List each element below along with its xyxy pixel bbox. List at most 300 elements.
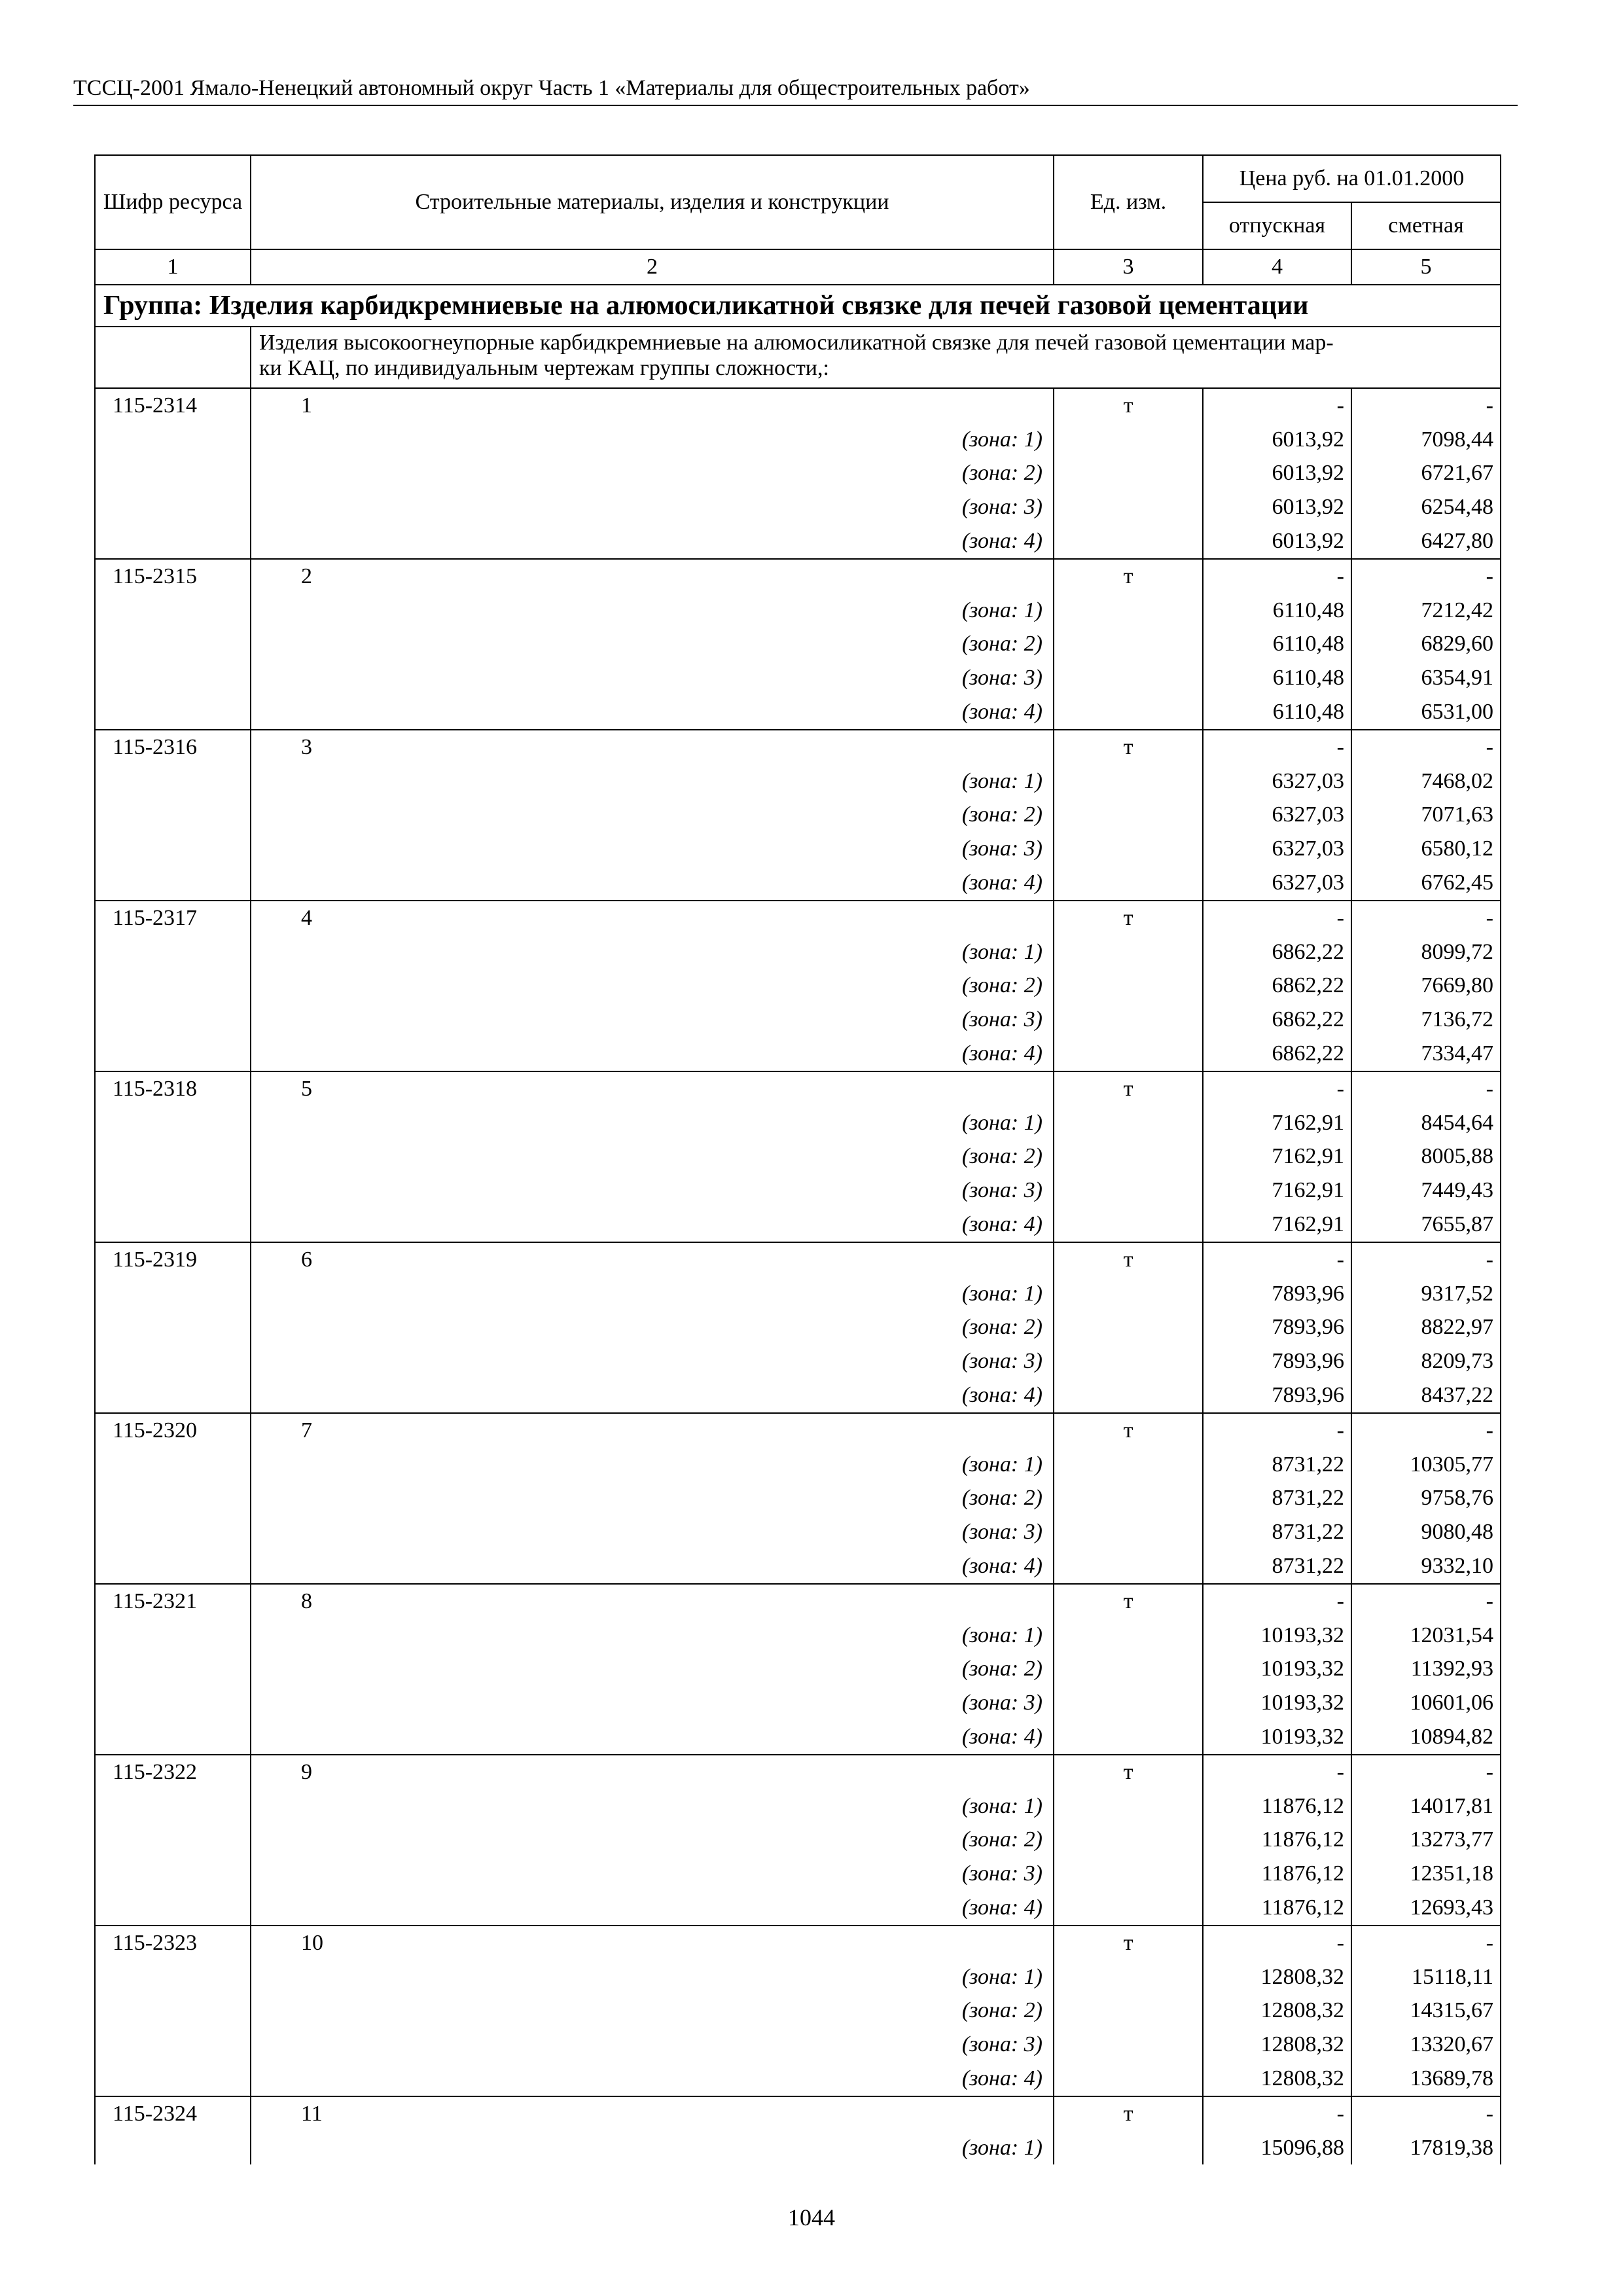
zone-estimate-price: 9080,48 (1351, 1515, 1501, 1549)
zone-estimate-price: 8822,97 (1351, 1311, 1501, 1345)
item-name: 11 (251, 2096, 1054, 2131)
empty-code-cell (95, 2131, 251, 2165)
empty-code-cell (95, 695, 251, 730)
unit: т (1054, 1413, 1203, 1448)
item-name: 6 (251, 1242, 1054, 1277)
empty-code-cell (95, 969, 251, 1003)
zone-label: (зона: 4) (251, 1037, 1054, 1071)
item-name: 9 (251, 1755, 1054, 1789)
empty-code-cell (95, 1823, 251, 1857)
empty-code-cell (95, 1891, 251, 1926)
zone-row (95, 594, 1501, 628)
zone-row (95, 1994, 1501, 2028)
resource-code: 115-2321 (95, 1584, 251, 1619)
zone-row (95, 764, 1501, 798)
zone-estimate-price: 17819,38 (1351, 2131, 1501, 2165)
item-row (95, 1926, 1501, 1960)
zone-estimate-price: 7098,44 (1351, 423, 1501, 457)
zone-row (95, 1448, 1501, 1482)
zone-label: (зона: 2) (251, 1652, 1054, 1686)
zone-row (95, 1549, 1501, 1584)
empty-code-cell (95, 1378, 251, 1413)
empty-unit-cell (1054, 1515, 1203, 1549)
zone-release-price: 8731,22 (1203, 1515, 1351, 1549)
zone-estimate-price: 10305,77 (1351, 1448, 1501, 1482)
zone-release-price: 7162,91 (1203, 1174, 1351, 1208)
empty-code-cell (95, 1106, 251, 1140)
empty-code-cell (95, 1482, 251, 1516)
zone-estimate-price: 14017,81 (1351, 1789, 1501, 1823)
empty-unit-cell (1054, 1277, 1203, 1311)
header-code: Шифр ресурса (95, 155, 251, 249)
zone-label: (зона: 3) (251, 1515, 1054, 1549)
item-row (95, 901, 1501, 935)
page-number: 1044 (788, 2204, 835, 2231)
zone-row (95, 1960, 1501, 1994)
release-price: - (1203, 1071, 1351, 1106)
zone-row (95, 1003, 1501, 1037)
empty-unit-cell (1054, 1652, 1203, 1686)
column-number: 2 (251, 249, 1054, 285)
resource-code: 115-2320 (95, 1413, 251, 1448)
empty-code-cell (95, 1174, 251, 1208)
zone-label: (зона: 4) (251, 1378, 1054, 1413)
empty-unit-cell (1054, 2062, 1203, 2096)
zone-release-price: 6862,22 (1203, 1003, 1351, 1037)
zone-release-price: 15096,88 (1203, 2131, 1351, 2165)
zone-release-price: 7162,91 (1203, 1208, 1351, 1242)
unit: т (1054, 388, 1203, 423)
zone-row (95, 1208, 1501, 1242)
empty-code-cell (95, 1311, 251, 1345)
zone-release-price: 6110,48 (1203, 695, 1351, 730)
empty-code-cell (95, 798, 251, 833)
empty-code-cell (95, 2062, 251, 2096)
column-number: 3 (1054, 249, 1203, 285)
item-row (95, 1584, 1501, 1619)
empty-code-cell (95, 594, 251, 628)
unit: т (1054, 1071, 1203, 1106)
zone-row (95, 969, 1501, 1003)
table-body (95, 285, 1501, 2164)
unit: т (1054, 1584, 1203, 1619)
empty-code-cell (95, 524, 251, 559)
zone-estimate-price: 8437,22 (1351, 1378, 1501, 1413)
zone-label: (зона: 3) (251, 1174, 1054, 1208)
empty-unit-cell (1054, 1619, 1203, 1653)
empty-unit-cell (1054, 1037, 1203, 1071)
zone-label: (зона: 3) (251, 1857, 1054, 1891)
zone-label: (зона: 3) (251, 1003, 1054, 1037)
zone-release-price: 12808,32 (1203, 1960, 1351, 1994)
item-row (95, 1755, 1501, 1789)
zone-row (95, 1482, 1501, 1516)
resource-code: 115-2323 (95, 1926, 251, 1960)
zone-release-price: 8731,22 (1203, 1549, 1351, 1584)
zone-label: (зона: 4) (251, 1549, 1054, 1584)
resource-code: 115-2318 (95, 1071, 251, 1106)
zone-row (95, 2131, 1501, 2165)
zone-release-price: 7893,96 (1203, 1311, 1351, 1345)
zone-row (95, 1686, 1501, 1720)
zone-label: (зона: 2) (251, 1311, 1054, 1345)
zone-release-price: 11876,12 (1203, 1891, 1351, 1926)
empty-unit-cell (1054, 423, 1203, 457)
zone-estimate-price: 13273,77 (1351, 1823, 1501, 1857)
zone-estimate-price: 8454,64 (1351, 1106, 1501, 1140)
resource-code: 115-2315 (95, 559, 251, 594)
zone-row (95, 457, 1501, 491)
zone-label: (зона: 1) (251, 1960, 1054, 1994)
header-estimate-price: сметная (1351, 202, 1501, 249)
zone-row (95, 628, 1501, 662)
empty-unit-cell (1054, 490, 1203, 524)
empty-unit-cell (1054, 798, 1203, 833)
item-name: 8 (251, 1584, 1054, 1619)
zone-estimate-price: 6254,48 (1351, 490, 1501, 524)
zone-row (95, 1344, 1501, 1378)
zone-estimate-price: 12031,54 (1351, 1619, 1501, 1653)
empty-unit-cell (1054, 1106, 1203, 1140)
zone-label: (зона: 2) (251, 798, 1054, 833)
zone-estimate-price: 6354,91 (1351, 661, 1501, 695)
zone-label: (зона: 1) (251, 1789, 1054, 1823)
estimate-price: - (1351, 2096, 1501, 2131)
zone-release-price: 10193,32 (1203, 1720, 1351, 1755)
zone-label: (зона: 2) (251, 1482, 1054, 1516)
release-price: - (1203, 901, 1351, 935)
empty-code-cell (95, 457, 251, 491)
zone-row (95, 2028, 1501, 2062)
empty-code-cell (95, 1140, 251, 1174)
zone-row (95, 866, 1501, 901)
zone-label: (зона: 1) (251, 594, 1054, 628)
zone-label: (зона: 1) (251, 1619, 1054, 1653)
zone-row (95, 1857, 1501, 1891)
zone-estimate-price: 6427,80 (1351, 524, 1501, 559)
zone-release-price: 8731,22 (1203, 1482, 1351, 1516)
zone-estimate-price: 7449,43 (1351, 1174, 1501, 1208)
zone-label: (зона: 3) (251, 661, 1054, 695)
zone-row (95, 935, 1501, 969)
zone-label: (зона: 1) (251, 1448, 1054, 1482)
zone-row (95, 1515, 1501, 1549)
item-name: 7 (251, 1413, 1054, 1448)
zone-release-price: 8731,22 (1203, 1448, 1351, 1482)
zone-estimate-price: 8099,72 (1351, 935, 1501, 969)
zone-estimate-price: 13320,67 (1351, 2028, 1501, 2062)
empty-unit-cell (1054, 1891, 1203, 1926)
release-price: - (1203, 559, 1351, 594)
empty-code-cell (95, 1277, 251, 1311)
document-header: ТССЦ-2001 Ямало-Ненецкий автономный округ Часть 1 «Материалы для общестроительных работ» (73, 76, 1030, 100)
empty-code-cell (95, 1003, 251, 1037)
empty-code-cell (95, 764, 251, 798)
resource-code: 115-2322 (95, 1755, 251, 1789)
description-line: Изделия высокоогнеупорные карбидкремниевые на алюмосиликатной связке для печей газовой цементации мар- (259, 331, 1334, 355)
zone-estimate-price: 8209,73 (1351, 1344, 1501, 1378)
zone-label: (зона: 2) (251, 628, 1054, 662)
zone-estimate-price: 7468,02 (1351, 764, 1501, 798)
zone-row (95, 1140, 1501, 1174)
zone-estimate-price: 9317,52 (1351, 1277, 1501, 1311)
zone-release-price: 7893,96 (1203, 1378, 1351, 1413)
zone-release-price: 12808,32 (1203, 2028, 1351, 2062)
zone-label: (зона: 2) (251, 1994, 1054, 2028)
item-row (95, 559, 1501, 594)
zone-release-price: 7893,96 (1203, 1277, 1351, 1311)
item-row (95, 1071, 1501, 1106)
group-description (251, 327, 1501, 388)
empty-code-cell (95, 1549, 251, 1584)
empty-code-cell (95, 832, 251, 866)
zone-label: (зона: 4) (251, 695, 1054, 730)
zone-label: (зона: 2) (251, 457, 1054, 491)
zone-label: (зона: 4) (251, 1720, 1054, 1755)
zone-row (95, 1106, 1501, 1140)
release-price: - (1203, 1242, 1351, 1277)
release-price: - (1203, 1926, 1351, 1960)
release-price: - (1203, 1413, 1351, 1448)
zone-label: (зона: 3) (251, 2028, 1054, 2062)
zone-label: (зона: 4) (251, 1891, 1054, 1926)
zone-estimate-price: 7334,47 (1351, 1037, 1501, 1071)
zone-release-price: 6013,92 (1203, 457, 1351, 491)
empty-code-cell (95, 1789, 251, 1823)
resource-code: 115-2319 (95, 1242, 251, 1277)
item-row (95, 1413, 1501, 1448)
resource-code: 115-2317 (95, 901, 251, 935)
empty-unit-cell (1054, 628, 1203, 662)
unit: т (1054, 730, 1203, 764)
empty-unit-cell (1054, 1448, 1203, 1482)
zone-release-price: 6110,48 (1203, 594, 1351, 628)
zone-estimate-price: 7136,72 (1351, 1003, 1501, 1037)
zone-label: (зона: 2) (251, 1823, 1054, 1857)
empty-unit-cell (1054, 1994, 1203, 2028)
empty-unit-cell (1054, 1720, 1203, 1755)
zone-release-price: 6327,03 (1203, 798, 1351, 833)
price-table (94, 154, 1501, 2164)
zone-release-price: 7162,91 (1203, 1140, 1351, 1174)
zone-release-price: 10193,32 (1203, 1686, 1351, 1720)
zone-estimate-price: 10894,82 (1351, 1720, 1501, 1755)
zone-release-price: 7162,91 (1203, 1106, 1351, 1140)
empty-code-cell (95, 1652, 251, 1686)
zone-row (95, 1891, 1501, 1926)
empty-unit-cell (1054, 1344, 1203, 1378)
zone-label: (зона: 4) (251, 1208, 1054, 1242)
zone-estimate-price: 15118,11 (1351, 1960, 1501, 1994)
zone-estimate-price: 13689,78 (1351, 2062, 1501, 2096)
item-row (95, 388, 1501, 423)
release-price: - (1203, 730, 1351, 764)
zone-estimate-price: 6580,12 (1351, 832, 1501, 866)
description-code-cell (95, 327, 251, 388)
zone-release-price: 6013,92 (1203, 490, 1351, 524)
resource-code: 115-2314 (95, 388, 251, 423)
unit: т (1054, 559, 1203, 594)
zone-row (95, 1277, 1501, 1311)
empty-code-cell (95, 1857, 251, 1891)
empty-unit-cell (1054, 866, 1203, 901)
zone-estimate-price: 7669,80 (1351, 969, 1501, 1003)
estimate-price: - (1351, 388, 1501, 423)
empty-unit-cell (1054, 1174, 1203, 1208)
unit: т (1054, 2096, 1203, 2131)
zone-row (95, 2062, 1501, 2096)
unit: т (1054, 1926, 1203, 1960)
empty-code-cell (95, 1344, 251, 1378)
zone-row (95, 490, 1501, 524)
zone-release-price: 6327,03 (1203, 832, 1351, 866)
item-row (95, 730, 1501, 764)
empty-unit-cell (1054, 935, 1203, 969)
item-name: 3 (251, 730, 1054, 764)
empty-unit-cell (1054, 1960, 1203, 1994)
estimate-price: - (1351, 1926, 1501, 1960)
description-line: ки КАЦ, по индивидуальным чертежам группы сложности,: (259, 356, 829, 380)
empty-code-cell (95, 1208, 251, 1242)
zone-release-price: 6013,92 (1203, 524, 1351, 559)
empty-unit-cell (1054, 1311, 1203, 1345)
zone-label: (зона: 3) (251, 490, 1054, 524)
zone-row (95, 695, 1501, 730)
empty-unit-cell (1054, 1003, 1203, 1037)
zone-row (95, 524, 1501, 559)
unit: т (1054, 901, 1203, 935)
zone-release-price: 11876,12 (1203, 1857, 1351, 1891)
empty-unit-cell (1054, 832, 1203, 866)
zone-release-price: 6013,92 (1203, 423, 1351, 457)
empty-code-cell (95, 1960, 251, 1994)
item-name: 5 (251, 1071, 1054, 1106)
zone-estimate-price: 6762,45 (1351, 866, 1501, 901)
item-name: 1 (251, 388, 1054, 423)
empty-code-cell (95, 935, 251, 969)
empty-unit-cell (1054, 457, 1203, 491)
zone-row (95, 1037, 1501, 1071)
resource-code: 115-2316 (95, 730, 251, 764)
empty-code-cell (95, 661, 251, 695)
estimate-price: - (1351, 1242, 1501, 1277)
zone-release-price: 11876,12 (1203, 1789, 1351, 1823)
estimate-price: - (1351, 1071, 1501, 1106)
estimate-price: - (1351, 559, 1501, 594)
zone-estimate-price: 6721,67 (1351, 457, 1501, 491)
zone-row (95, 1311, 1501, 1345)
resource-code: 115-2324 (95, 2096, 251, 2131)
zone-row (95, 1652, 1501, 1686)
release-price: - (1203, 1755, 1351, 1789)
empty-unit-cell (1054, 695, 1203, 730)
empty-unit-cell (1054, 1686, 1203, 1720)
zone-release-price: 6327,03 (1203, 764, 1351, 798)
zone-label: (зона: 3) (251, 1344, 1054, 1378)
zone-label: (зона: 2) (251, 1140, 1054, 1174)
zone-release-price: 6110,48 (1203, 628, 1351, 662)
zone-estimate-price: 8005,88 (1351, 1140, 1501, 1174)
zone-label: (зона: 4) (251, 524, 1054, 559)
header-name: Строительные материалы, изделия и конструкции (251, 155, 1054, 249)
item-row (95, 1242, 1501, 1277)
header-price: Цена руб. на 01.01.2000 (1203, 155, 1501, 202)
zone-label: (зона: 1) (251, 1277, 1054, 1311)
header-rule (73, 105, 1518, 106)
zone-estimate-price: 12693,43 (1351, 1891, 1501, 1926)
zone-label: (зона: 4) (251, 866, 1054, 901)
empty-unit-cell (1054, 661, 1203, 695)
zone-row (95, 1174, 1501, 1208)
item-name: 10 (251, 1926, 1054, 1960)
zone-estimate-price: 14315,67 (1351, 1994, 1501, 2028)
empty-code-cell (95, 1994, 251, 2028)
zone-estimate-price: 11392,93 (1351, 1652, 1501, 1686)
empty-unit-cell (1054, 764, 1203, 798)
empty-code-cell (95, 1515, 251, 1549)
empty-unit-cell (1054, 1208, 1203, 1242)
zone-release-price: 6327,03 (1203, 866, 1351, 901)
empty-unit-cell (1054, 969, 1203, 1003)
item-row (95, 2096, 1501, 2131)
estimate-price: - (1351, 1584, 1501, 1619)
column-number: 4 (1203, 249, 1351, 285)
zone-row (95, 832, 1501, 866)
zone-estimate-price: 6531,00 (1351, 695, 1501, 730)
zone-row (95, 798, 1501, 833)
zone-label: (зона: 2) (251, 969, 1054, 1003)
column-number: 5 (1351, 249, 1501, 285)
empty-unit-cell (1054, 1823, 1203, 1857)
zone-label: (зона: 1) (251, 2131, 1054, 2165)
zone-label: (зона: 1) (251, 423, 1054, 457)
zone-estimate-price: 6829,60 (1351, 628, 1501, 662)
zone-estimate-price: 9758,76 (1351, 1482, 1501, 1516)
zone-row (95, 1823, 1501, 1857)
zone-estimate-price: 9332,10 (1351, 1549, 1501, 1584)
estimate-price: - (1351, 901, 1501, 935)
zone-release-price: 12808,32 (1203, 2062, 1351, 2096)
zone-estimate-price: 10601,06 (1351, 1686, 1501, 1720)
release-price: - (1203, 2096, 1351, 2131)
zone-release-price: 10193,32 (1203, 1652, 1351, 1686)
zone-row (95, 423, 1501, 457)
header-unit: Ед. изм. (1054, 155, 1203, 249)
zone-row (95, 1720, 1501, 1755)
empty-code-cell (95, 1720, 251, 1755)
zone-estimate-price: 7212,42 (1351, 594, 1501, 628)
zone-row (95, 661, 1501, 695)
empty-code-cell (95, 1619, 251, 1653)
zone-estimate-price: 12351,18 (1351, 1857, 1501, 1891)
empty-unit-cell (1054, 1789, 1203, 1823)
empty-code-cell (95, 423, 251, 457)
item-name: 4 (251, 901, 1054, 935)
zone-release-price: 10193,32 (1203, 1619, 1351, 1653)
zone-row (95, 1378, 1501, 1413)
empty-code-cell (95, 490, 251, 524)
zone-release-price: 12808,32 (1203, 1994, 1351, 2028)
zone-row (95, 1619, 1501, 1653)
empty-code-cell (95, 628, 251, 662)
empty-unit-cell (1054, 2131, 1203, 2165)
release-price: - (1203, 1584, 1351, 1619)
zone-label: (зона: 3) (251, 1686, 1054, 1720)
estimate-price: - (1351, 1755, 1501, 1789)
header-release-price: отпускная (1203, 202, 1351, 249)
zone-estimate-price: 7071,63 (1351, 798, 1501, 833)
estimate-price: - (1351, 1413, 1501, 1448)
